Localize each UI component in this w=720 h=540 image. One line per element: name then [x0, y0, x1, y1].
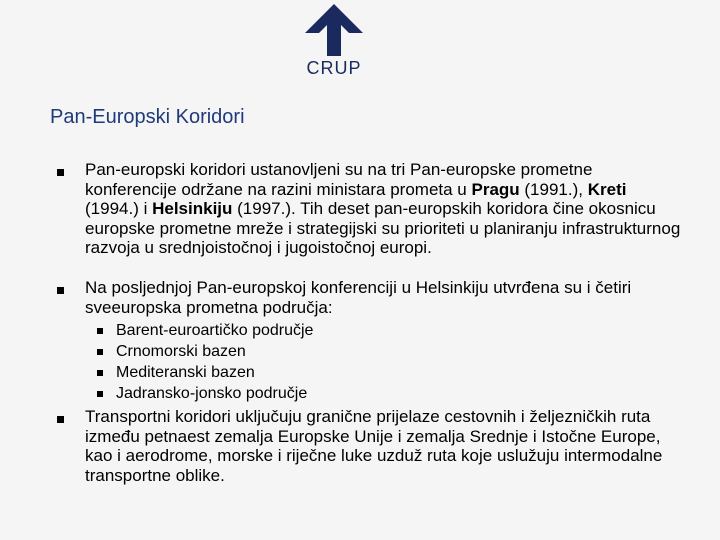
bullet-item-3: Transportni koridori uključuju granične prijelaze cestovnih i željezničkih ruta između petnaest zemalja Europske Unije i zemalja Srednje i Istočne Europe, kao i aerodrome, morske i riječne luke uzduž ruta koje uslužuju intermodalne transportne oblike.: [85, 407, 663, 485]
bullet-marker: [57, 416, 64, 423]
bullet-text: (1997.). Tih deset pan-europskih koridora čine okosnicu europske prometne mreže i strategijski su prioriteti u planiranju infrastrukturnog razvoja u srednjoistočnoj i jugoistočnoj europi.: [85, 199, 681, 258]
sub-bullet-item-4: Jadransko-jonsko područje: [116, 385, 308, 402]
bold-city-helsinki: Helsinkiju: [152, 199, 233, 219]
bold-city-prague: Pragu: [471, 179, 520, 199]
bullet-item-2: Na posljednjoj Pan-europskoj konferenciji u Helsinkiju utvrđena su i četiri sveeuropska prometna područja:: [85, 278, 632, 317]
bullet-text: Pan-europski koridori ustanovljeni su na tri Pan-europske prometne konferencije održane na razini ministara prometa u: [85, 160, 593, 199]
sub-bullet-item-1: Barent-euroartičko područje: [116, 322, 314, 339]
crup-logo: [301, 2, 367, 82]
logo-text: CRUP: [306, 58, 362, 78]
bullet-text: (1994.) i: [85, 199, 153, 219]
sub-bullet-marker: [97, 349, 103, 355]
sub-bullet-marker: [97, 391, 103, 397]
bullet-marker: [57, 287, 64, 294]
sub-bullet-item-2: Crnomorski bazen: [116, 343, 246, 360]
bullet-item-1: [85, 160, 685, 258]
sub-bullet-marker: [97, 370, 103, 376]
sub-bullet-item-3: Mediteranski bazen: [116, 364, 255, 381]
sub-bullet-marker: [97, 328, 103, 334]
bold-city-crete: Kreti: [587, 179, 627, 199]
up-arrow-icon: [301, 2, 367, 58]
bullet-text: (1991.),: [519, 179, 588, 199]
slide-title: Pan-Europski Koridori: [50, 106, 245, 128]
bullet-marker: [57, 169, 64, 176]
